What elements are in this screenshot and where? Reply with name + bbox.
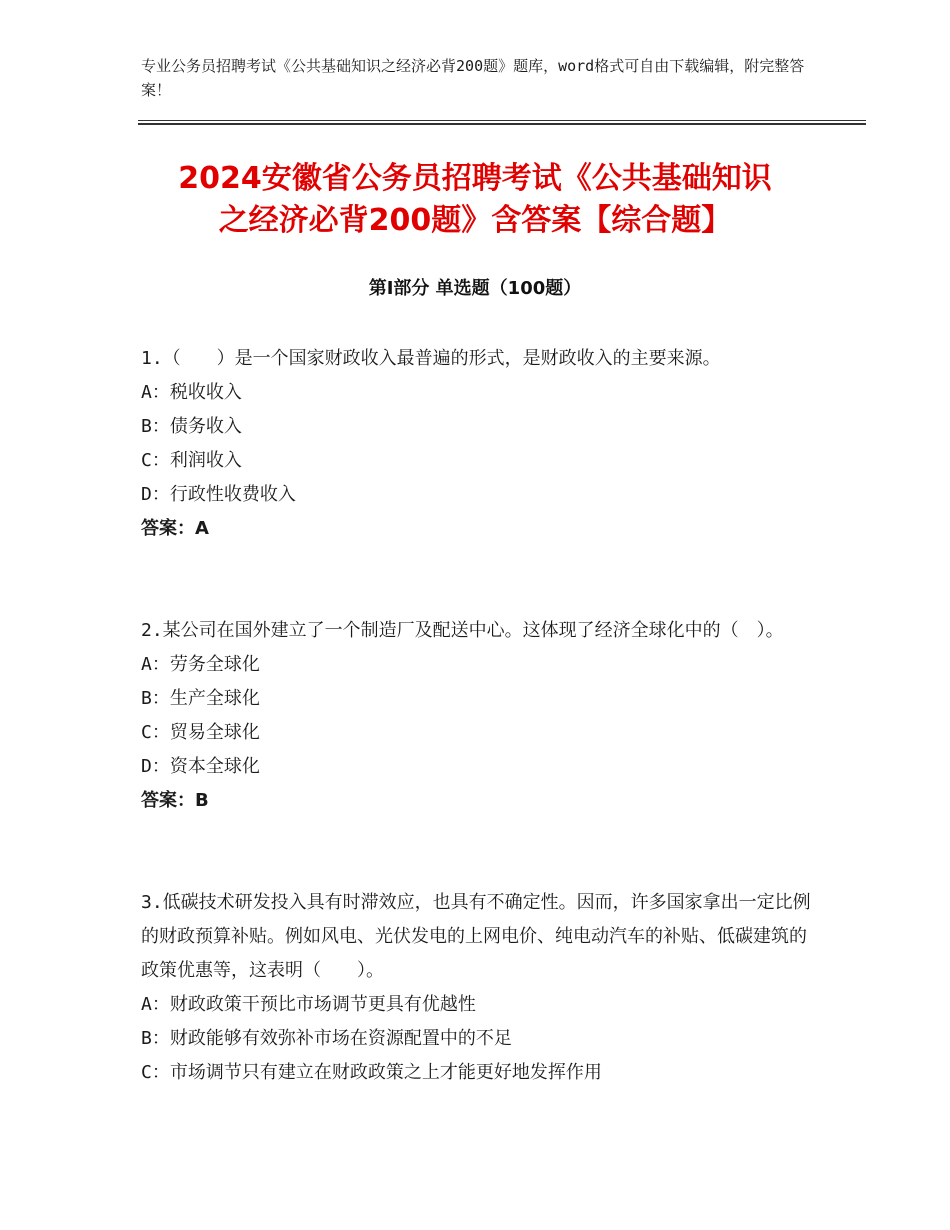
- option-a: A：税收收入: [141, 382, 242, 403]
- option-a: A：财政政策干预比市场调节更具有优越性: [141, 994, 476, 1015]
- option-b: B：债务收入: [141, 416, 242, 437]
- document-title-line-1: 2024安徽省公务员招聘考试《公共基础知识: [178, 161, 772, 196]
- question-2: [141, 614, 811, 818]
- answer-label: 答案：A: [141, 518, 209, 539]
- option-a: A：劳务全球化: [141, 654, 260, 675]
- option-b: B：生产全球化: [141, 688, 260, 709]
- question-stem: 1.（ ）是一个国家财政收入最普遍的形式，是财政收入的主要来源。: [141, 348, 721, 369]
- header-divider: [138, 120, 866, 125]
- question-stem: 2.某公司在国外建立了一个制造厂及配送中心。这体现了经济全球化中的（ ）。: [141, 620, 784, 641]
- section-title: 第I部分 单选题（100题）: [368, 278, 582, 299]
- header-note: 专业公务员招聘考试《公共基础知识之经济必背200题》题库，word格式可自由下载编辑，附完整答案！: [141, 57, 805, 99]
- option-c: C：市场调节只有建立在财政政策之上才能更好地发挥作用: [141, 1062, 602, 1083]
- document-title-line-2: 之经济必背200题》含答案【综合题】: [218, 203, 732, 238]
- document-title: [100, 158, 850, 242]
- option-d: D：行政性收费收入: [141, 484, 296, 505]
- question-3: [141, 886, 811, 1090]
- option-b: B：财政能够有效弥补市场在资源配置中的不足: [141, 1028, 512, 1049]
- option-d: D：资本全球化: [141, 756, 260, 777]
- answer-label: 答案：B: [141, 790, 209, 811]
- question-stem: 3.低碳技术研发投入具有时滞效应，也具有不确定性。因而，许多国家拿出一定比例的财政预算补贴。例如风电、光伏发电的上网电价、纯电动汽车的补贴、低碳建筑的政策优惠等，这表明（ ）。: [141, 892, 811, 981]
- option-c: C：利润收入: [141, 450, 242, 471]
- question-1: [141, 342, 811, 546]
- option-c: C：贸易全球化: [141, 722, 260, 743]
